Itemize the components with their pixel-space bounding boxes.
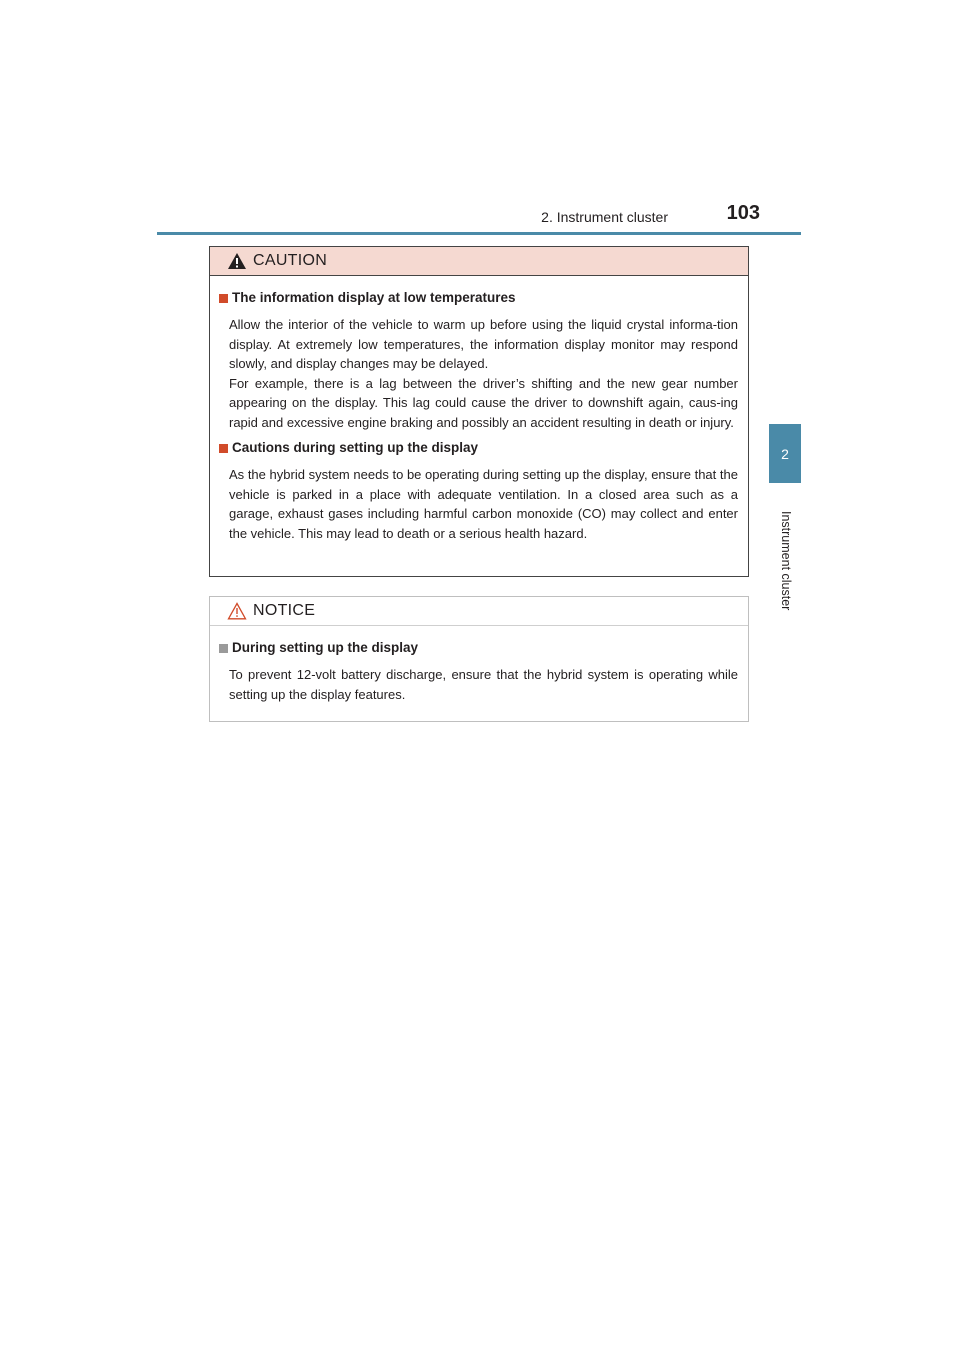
- caution-heading: CAUTION: [253, 252, 328, 269]
- page-number: 103: [726, 202, 760, 224]
- chapter-label: Instrument cluster: [779, 511, 793, 611]
- item-title: During setting up the display: [232, 640, 419, 655]
- item-paragraph: As the hybrid system needs to be operating during setting up the display, ensure that the vehicle is parked in a place with adequate ventilation. In a closed area such as a garage, exhaust gases including harmful carbon monoxide (CO) may collect and enter the vehicle. This may lead to death or a serious health hazard.: [229, 467, 738, 541]
- item-paragraph: To prevent 12-volt battery discharge, ensure that the hybrid system is operating while setting up the display features.: [229, 667, 738, 702]
- item-title: Cautions during setting up the display: [232, 440, 479, 455]
- item-paragraph: For example, there is a lag between the driver’s shifting and the new gear number appearing on the display. This lag could cause the driver to downshift again, caus-ing rapid and excessive engine braking and possibly an accident resulting in death or injury.: [229, 375, 738, 430]
- notice-item: [219, 639, 738, 704]
- section-title: 2. Instrument cluster: [541, 209, 668, 225]
- notice-header: [210, 597, 748, 626]
- notice-triangle-icon: [227, 602, 247, 620]
- caution-header: [210, 247, 748, 276]
- caution-item: [219, 439, 738, 543]
- header-rule: [157, 232, 801, 235]
- caution-item: [219, 289, 738, 432]
- caution-body: [210, 276, 748, 543]
- square-bullet-icon: [219, 644, 228, 653]
- chapter-tab: [769, 424, 801, 483]
- notice-body: [210, 626, 748, 704]
- item-paragraph: Allow the interior of the vehicle to warm up before using the liquid crystal informa-tion display. At extremely low temperatures, the information display monitor may respond slowly, and display changes may be delayed.: [229, 317, 738, 371]
- square-bullet-icon: [219, 444, 228, 453]
- notice-box: [209, 596, 749, 722]
- square-bullet-icon: [219, 294, 228, 303]
- chapter-number: 2: [781, 445, 789, 462]
- caution-box: [209, 246, 749, 577]
- warning-triangle-icon: [227, 252, 247, 270]
- notice-heading: NOTICE: [253, 602, 316, 619]
- item-title: The information display at low temperatures: [232, 290, 516, 305]
